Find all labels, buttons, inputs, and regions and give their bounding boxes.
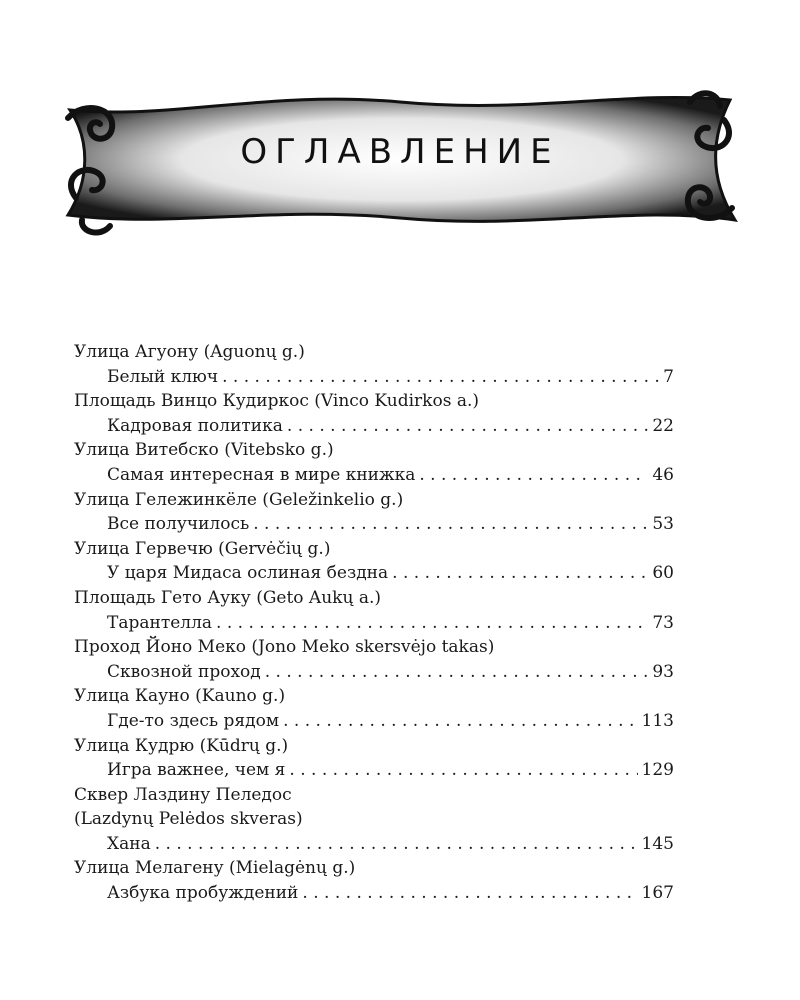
- street-heading: Улица Кудрю (Kūdrų g.): [74, 735, 289, 756]
- chapter-title: Белый ключ: [107, 366, 219, 387]
- dot-leader: [222, 365, 659, 390]
- toc-entry: [74, 586, 674, 635]
- chapter-line[interactable]: [74, 758, 674, 783]
- toc-entry: [74, 340, 674, 389]
- toc-entry: [74, 488, 674, 537]
- street-heading: Улица Агуону (Aguonų g.): [74, 342, 305, 362]
- chapter-title: Все получилось: [107, 514, 250, 535]
- street-heading: Сквер Лаздину Пеледос: [74, 784, 292, 805]
- street-heading: Улица Гервечю (Gervėčių g.): [74, 538, 331, 559]
- dot-leader: [419, 463, 648, 488]
- page-number: 113: [641, 710, 674, 731]
- street-heading: Улица Гележинкёле (Geležinkelio g.): [74, 489, 404, 510]
- dot-leader: [265, 660, 649, 685]
- chapter-line[interactable]: [74, 660, 674, 685]
- chapter-line[interactable]: [74, 881, 674, 906]
- street-heading: Проход Йоно Меко (Jono Meko skersvėjo takas): [74, 637, 495, 658]
- page-number: 7: [663, 366, 674, 387]
- dot-leader: [283, 709, 637, 734]
- chapter-title: Кадровая политика: [107, 415, 283, 436]
- street-heading: Улица Мелагену (Mielagėnų g.): [74, 858, 356, 879]
- page-number: 60: [652, 563, 674, 584]
- toc-entry: [74, 783, 674, 857]
- page-number: 145: [641, 833, 674, 854]
- page-number: 129: [641, 760, 674, 781]
- chapter-title: У царя Мидаса ослиная бездна: [107, 563, 389, 584]
- chapter-line[interactable]: [74, 512, 674, 537]
- chapter-title: Тарантелла: [107, 612, 213, 633]
- dot-leader: [302, 881, 637, 906]
- toc-entry: [74, 734, 674, 783]
- chapter-title: Где-то здесь рядом: [107, 710, 280, 731]
- chapter-line[interactable]: [74, 709, 674, 734]
- dot-leader: [289, 758, 637, 783]
- dot-leader: [155, 832, 638, 857]
- chapter-line[interactable]: [74, 611, 674, 636]
- street-heading: Улица Кауно (Kauno g.): [74, 686, 286, 707]
- dot-leader: [287, 414, 648, 439]
- toc-entry: [74, 438, 674, 487]
- toc-entry: [74, 684, 674, 733]
- page-number: 46: [652, 464, 674, 485]
- chapter-title: Хана: [107, 833, 151, 854]
- dot-leader: [216, 611, 648, 636]
- toc-entry: [74, 389, 674, 438]
- chapter-line[interactable]: [74, 365, 674, 390]
- chapter-line[interactable]: [74, 414, 674, 439]
- chapter-line[interactable]: [74, 463, 674, 488]
- dot-leader: [392, 561, 648, 586]
- toc-entry: [74, 856, 674, 905]
- table-of-contents: [74, 340, 674, 906]
- toc-entry: [74, 635, 674, 684]
- page-number: 93: [652, 661, 674, 682]
- street-heading: (Lazdynų Pelėdos skveras): [74, 809, 303, 830]
- dot-leader: [253, 512, 648, 537]
- chapter-line[interactable]: [74, 832, 674, 857]
- chapter-title: Самая интересная в мире книжка: [107, 464, 416, 485]
- title-banner: [50, 80, 750, 240]
- page-number: 22: [652, 415, 674, 436]
- street-heading: Площадь Гето Ауку (Geto Aukų a.): [74, 587, 381, 608]
- page-number: 53: [652, 514, 674, 535]
- street-heading: Улица Витебско (Vitebsko g.): [74, 440, 334, 461]
- page-number: 167: [641, 883, 674, 904]
- toc-entry: [74, 537, 674, 586]
- chapter-title: Игра важнее, чем я: [107, 760, 286, 781]
- page-number: 73: [652, 612, 674, 633]
- page-title: ОГЛАВЛЕНИЕ: [240, 132, 560, 172]
- chapter-title: Сквозной проход: [107, 661, 261, 682]
- chapter-title: Азбука пробуждений: [107, 883, 299, 904]
- street-heading: Площадь Винцо Кудиркос (Vinco Kudirkos a.): [74, 391, 479, 412]
- chapter-line[interactable]: [74, 561, 674, 586]
